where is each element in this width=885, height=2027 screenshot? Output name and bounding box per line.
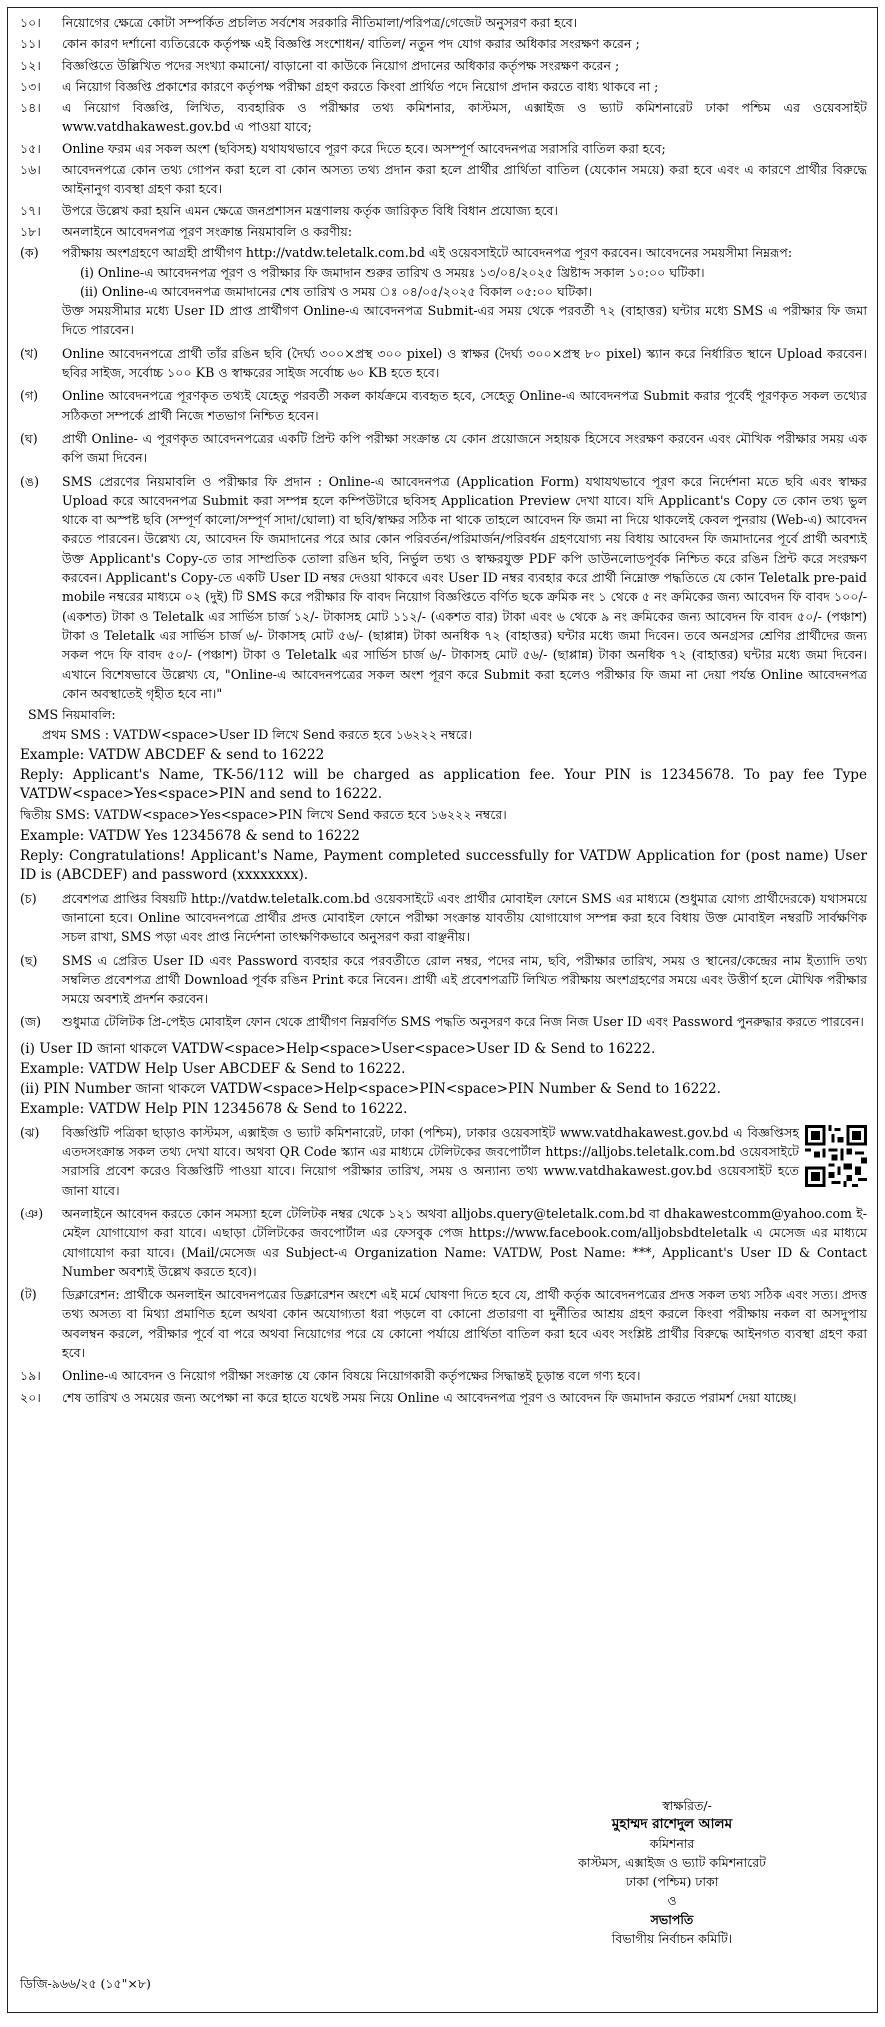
sub-item-ka: (ক) পরীক্ষায় অংশগ্রহণে আগ্রহী প্রার্থীগণ http://vatdw.teletalk.com.bd এই ওয়েবসাইটে আবেদনপত্র পূরণ করবেন। আবেদনের সময়সীমা নিম্নরূপ: (i) Online-এ আবেদনপত্র পূরণ ও পরীক্ষার ফি জমাদান শুরুর তারিখ ও সময়ঃ ১৩/০৪/২০২৫ খ্রিষ্টাব্দ সকাল ১০:০০ ঘটিকা। (ii) Online-এ আবেদনপত্র জমাদানের শেষ তারিখ ও সময় ঃ ০৪/০৫/২০২৫ বিকাল ০৫:০০ ঘটিকা। উক্ত সময়সীমার মধ্যে User ID প্রাপ্ত প্রার্থীগণ Online-এ আবেদনপত্র Submit-এর সময় থেকে পরবর্তী ৭২ (বাহাত্তর) ঘন্টার মধ্যে SMS এ পরীক্ষার ফি জমা দিতে পারবেন। — [20, 243, 867, 339]
sms-reply-2: Reply: Congratulations! Applicant's Name, Payment completed successfully for VATDW Application for (post name) User ID is (ABCDEF) and password (xxxxxxxx). — [20, 847, 867, 883]
sms-example-2: Example: VATDW Yes 12345678 & send to 16222 — [20, 827, 360, 844]
signatory-org: কাস্টমস, এক্সাইজ ও ভ্যাট কমিশনারেট — [578, 1855, 766, 1870]
signatory-and: ও — [667, 1893, 677, 1908]
sub-item-chha: (ছ) SMS এ প্রেরিত User ID এবং Password ব্যবহার করে পরবর্তীতে রোল নম্বর, পদের নাম, ছবি, পরীক্ষার তারিখ, সময় ও স্থানের/কেন্দ্রের নাম ইত্যাদি তথ্য সম্বলিত প্রবেশপত্র প্রার্থী Download পূর্বক রঙিন Print করে নিবেন। প্রার্থী এই প্রবেশপত্রটি লিখিত পরীক্ষায় অংশগ্রহণের সময়ে এবং উত্তীর্ণ হলে মৌখিক পরীক্ষার সময়ে অবশ্যই প্রদর্শন করবেন। — [20, 952, 867, 1007]
signature-block — [547, 1796, 797, 1948]
sms-reply-1: Reply: Applicant's Name, TK-56/112 will be charged as application fee. Your PIN is 12345678. To pay fee Type VATDW<space>Yes<space>PIN and send to 16222. — [20, 767, 867, 803]
signatory-city: ঢাকা (পশ্চিম) ঢাকা — [625, 1874, 719, 1889]
item-13: ১৩। এ নিয়োগ বিজ্ঞপ্তি প্রকাশের কারণে কর্তৃপক্ষ পরীক্ষা গ্রহণ করতে কিংবা প্রার্থিত পদে নিয়োগ প্রদান করতে বাধ্য থাকবে না ; — [20, 78, 659, 94]
signatory-name: মুহাম্মদ রাশেদুল আলম — [611, 1816, 733, 1832]
sms-first: প্রথম SMS : VATDW<space>User ID লিখে Send করতে হবে ১৬২২২ নম্বরে। — [42, 727, 473, 743]
item-17: ১৭। উপরে উল্লেখ করা হয়নি এমন ক্ষেত্রে জনপ্রশাসন মন্ত্রণালয় কর্তৃক জারিকৃত বিধি বিধান প্রযোজ্য হবে। — [20, 202, 559, 218]
item-10: ১০। নিয়োগের ক্ষেত্রে কোটা সম্পর্কিত প্রচলিত সর্বশেষ সরকারি নীতিমালা/পরিপত্র/গেজেট অনুসরণ করা হবে। — [20, 15, 578, 30]
qr-code-icon — [805, 1125, 867, 1187]
ka-start-date: (i) Online-এ আবেদনপত্র পূরণ ও পরীক্ষার ফি জমাদান শুরুর তারিখ ও সময়ঃ ১৩/০৪/২০২৫ খ্রিষ্টাব্দ সকাল ১০:০০ ঘটিকা। — [80, 264, 705, 280]
signatory-committee: বিভাগীয় নির্বাচন কমিটি। — [611, 1931, 733, 1946]
sms-heading: SMS নিয়মাবলি: — [28, 707, 116, 723]
sub-item-ga: (গ) Online আবেদনপত্রে পূরণকৃত তথ্যই যেহেতু পরবর্তী সকল কার্যক্রমে ব্যবহৃত হবে, সেহেতু Online-এ আবেদনপত্র Submit করার পূর্বেই পূরণকৃত সকল তথ্যের সঠিকতা সম্পর্কে প্রার্থী নিজে শতভাগ নিশ্চিত হবেন। — [20, 388, 867, 423]
recovery-user-id: (i) User ID জানা থাকলে VATDW<space>Help<space>User<space>User ID & Send to 16222. — [20, 1040, 656, 1057]
sms-instructions — [20, 705, 867, 885]
sms-example-1: Example: VATDW ABCDEF & send to 16222 — [20, 747, 325, 764]
ka-end-date: (ii) Online-এ আবেদনপত্র জমাদানের শেষ তারিখ ও সময় ঃ ০৪/০৫/২০২৫ বিকাল ০৫:০০ ঘটিকা। — [80, 283, 593, 299]
item-20: ২০। শেষ তারিখ ও সময়ের জন্য অপেক্ষা না করে হাতে যথেষ্ট সময় নিয়ে Online এ আবেদনপত্র পূরণ ও আবেদন ফি জমাদান করতে পরামর্শ দেয়া যাচ্ছে। — [20, 1389, 797, 1405]
item-12: ১২। বিজ্ঞপ্তিতে উল্লিখিত পদের সংখ্যা কমানো/ বাড়ানো বা কাউকে নিয়োগ প্রদানের অধিকার কর্তৃপক্ষ সংরক্ষণ করেন ; — [20, 57, 620, 73]
sub-item-ta: (ট) ডিক্লারেশন: প্রার্থীকে অনলাইন আবেদনপত্রের ডিক্লারেশন অংশে এই মর্মে ঘোষণা দিতে হবে যে, প্রার্থী কর্তৃক আবেদনপত্রের প্রদত্ত সকল তথ্য সঠিক এবং সত্য। প্রদত্ত তথ্য অসত্য বা মিথ্যা প্রমাণিত হলে অথবা কোন অযোগ্যতা ধরা পড়লে বা কোনো প্রতারণা বা দুর্নীতির আশ্রয় গ্রহণ করলে কিংবা পরীক্ষায় নকল বা অসদুপায় অবলম্বন করলে, পরীক্ষার পূর্বে বা পরে অথবা নিয়োগের পরে যে কোনো পর্যায়ে প্রার্থিতা বাতিল করা হবে এবং সংশ্লিষ্ট প্রার্থীর বিরুদ্ধে আইনগত ব্যবস্থা গ্রহণ করা হবে। — [20, 1287, 867, 1361]
signatory-role: সভাপতি — [650, 1912, 694, 1927]
item-11: ১১। কোন কারণ দর্শানো ব্যতিরেকে কর্তৃপক্ষ এই বিজ্ঞপ্তি সংশোধন/ বাতিল/ নতুন পদ যোগ করার অধিকার সংরক্ষণ করেন ; — [20, 36, 640, 52]
sub-item-jha: (ঝ) বিজ্ঞপ্তিটি পত্রিকা ছাড়াও কাস্টমস, এক্সাইজ ও ভ্যাট কমিশনারেট, ঢাকা (পশ্চিম), ঢাকার ওয়েবসাইট www.vatdhakawest.gov.bd এ বিজ্ঞপ্তিসহ এতদসংক্রান্ত সকল তথ্য দেখা যাবে। অথবা QR Code স্ক্যান এর মাধ্যমে টেলিটকের জবপোর্টাল https://alljobs.teletalk.com.bd ওয়েবসাইটে সরাসরি প্রবেশ করেও বিজ্ঞপ্তিটি পাওয়া যাবে। নিয়োগ পরীক্ষার তারিখ, সময় ও অন্যান্য তথ্য www.vatdhakawest.gov.bd ওয়েবসাইট হতে জানা যাবে। — [20, 1123, 867, 1200]
sub-item-nya: (ঞ) অনলাইনে আবেদন করতে কোন সমস্যা হলে টেলিটক নম্বর থেকে ১২১ অথবা alljobs.query@teletalk.com.bd বা dhakawestcomm@yahoo.com ই-মেইল যোগাযোগ করা যাবে। এছাড়া টেলিটকের জবপোর্টাল এর ফেসবুক পেজ https://www.facebook.com/alljobsbdteletalk এ মেসেজ এর মাধ্যমে যোগাযোগ করা যাবে। (Mail/মেসেজ এর Subject-এ Organization Name: VATDW, Post Name: ***, Applicant's User ID & Contact Number অবশ্যই উল্লেখ করতে হবে)। — [20, 1205, 867, 1279]
signed-label: স্বাক্ষরিত/- — [662, 1798, 712, 1813]
credential-recovery — [20, 1040, 867, 1119]
ka-after: উক্ত সময়সীমার মধ্যে User ID প্রাপ্ত প্রার্থীগণ Online-এ আবেদনপত্র Submit-এর সময় থেকে পরবর্তী ৭২ (বাহাত্তর) ঘন্টার মধ্যে SMS এ পরীক্ষার ফি জমা দিতে পারবেন। — [62, 303, 867, 338]
recovery-pin-example: Example: VATDW Help PIN 12345678 & Send to 16222. — [20, 1100, 408, 1117]
sub-item-kha: (খ) Online আবেদনপত্রে প্রার্থী তাঁর রঙিন ছবি (দৈর্ঘ্য ৩০০×প্রস্থ ৩০০ pixel) ও স্বাক্ষর (দৈর্ঘ্য ৩০০×প্রস্থ ৮০ pixel) স্ক্যান করে নির্ধারিত স্থানে Upload করবেন। ছবির সাইজ, সর্বোচ্চ ১০০ KB ও স্বাক্ষরের সাইজ সর্বোচ্চ ৬০ KB হতে হবে। — [20, 345, 867, 381]
sms-second: দ্বিতীয় SMS: VATDW<space>Yes<space>PIN লিখে Send করতে হবে ১৬২২২ নম্বরে। — [20, 807, 507, 823]
footer-code: ডিজি-৯৬৬/২৫ (১৫"×৮) — [20, 1976, 151, 1991]
sub-item-nga: (ঙ) SMS প্রেরণের নিয়মাবলি ও পরীক্ষার ফি প্রদান : Online-এ আবেদনপত্র (Application Form) যথাযথভাবে পূরণ করে নির্দেশনা মতে ছবি এবং স্বাক্ষর Upload করে আবেদনপত্র Submit করা সম্পন্ন হলে কম্পিউটারে ছবিসহ Application Preview দেখা যাবে। যদি Applicant's Copy তে কোন তথ্য ভুল থাকে বা অস্পষ্ট ছবি (সম্পূর্ণ কালো/সম্পূর্ণ সাদা/ঘোলা) বা ছবি/স্বাক্ষর সঠিক না থাকে তাহলে আবেদন ফি জমা না দিয়ে থাকলেই কেবল পুনরায় (Web-এ) আবেদন করতে পারবেন। উল্লেখ্য যে, আবেদন ফি জমাদানের পরে আর কোন পরিবর্তন/পরিমার্জন/পরিবর্ধন গ্রহণযোগ্য নয় বিধায় আবেদন ফি জমাদানের পূর্বে প্রার্থী অবশ্যই উক্ত Applicant's Copy-তে তার সাম্প্রতিক তোলা রঙিন ছবি, নির্ভুল তথ্য ও স্বাক্ষরযুক্ত PDF কপি ডাউনলোডপূর্বক নিশ্চিত করে রঙিন প্রিন্ট করে সংরক্ষণ করবেন। Applicant's Copy-তে একটি User ID নম্বর দেওয়া থাকবে এবং User ID নম্বর ব্যবহার করে প্রার্থী নিম্নোক্ত পদ্ধতিতে যে কোন Teletalk pre-paid mobile নম্বরের মাধ্যমে ০২ (দুই) টি SMS করে পরীক্ষার ফি বাবদ নিয়োগ বিজ্ঞপ্তিতে বর্ণিত ছকে ক্রমিক নং ১ থেকে ৫ নং ক্রমিকের জন্য আবেদন ফি বাবদ ১০০/- (একশত) টাকা ও Teletalk এর সার্ভিস চার্জ ১২/- টাকাসহ মোট ১১২/- (একশত বার) টাকা এবং ৬ থেকে ৯ নং ক্রমিকের জন্য আবেদন ফি বাবদ ৫০/- (পঞ্চাশ) টাকা ও Teletalk এর সার্ভিস চার্জ ৬/- টাকাসহ মোট ৫৬/- (ছাপ্পান্ন) টাকা অনধিক ৭২ (বাহাত্তর) ঘন্টার মধ্যে জমা দিবেন। তবে অনগ্রসর শ্রেণির প্রার্থীদের জন্য সকল পদে ফি বাবদ ৫০/- (পঞ্চাশ) টাকা ও Teletalk এর সার্ভিস চার্জ ৬/- টাকাসহ মোট ৫৬/- (ছাপ্পান্ন) টাকা অনধিক ৭২ (বাহাত্তর) ঘন্টার মধ্যে জমা দিবেন। এখানে বিশেষভাবে উল্লেখ্য যে, "Online-এ আবেদনপত্রের সকল অংশ পূরণ করে Submit করা হলেও পরীক্ষার ফি জমা না দেয়া পর্যন্ত Online আবেদনপত্র কোন অবস্থাতেই গৃহীত হবে না।" — [20, 473, 867, 701]
signatory-title: কমিশনার — [649, 1836, 695, 1851]
recovery-user-id-example: Example: VATDW Help User ABCDEF & Send to 16222. — [20, 1060, 406, 1077]
ka-intro: পরীক্ষায় অংশগ্রহণে আগ্রহী প্রার্থীগণ http://vatdw.teletalk.com.bd এই ওয়েবসাইটে আবেদনপত্র পূরণ করবেন। আবেদনের সময়সীমা নিম্নরূপ: — [62, 245, 793, 261]
item-16: ১৬। আবেদনপত্রে কোন তথ্য গোপন করা হলে বা কোন অসত্য তথ্য প্রদান করা হলে প্রার্থীর প্রার্থিতা বাতিল (যেকোন সময়ে) করা হবে এবং এ কারণে প্রার্থীর বিরুদ্ধে আইনানুগ ব্যবস্থা গ্রহণ করা হবে। — [20, 162, 867, 197]
sub-item-cha: (চ) প্রবেশপত্র প্রাপ্তির বিষয়টি http://vatdw.teletalk.com.bd ওয়েবসাইটে এবং প্রার্থীর মোবাইল ফোনে SMS এর মাধ্যমে (শুধুমাত্র যোগ্য প্রার্থীদেরকে) যথাসময়ে জানানো হবে। Online আবেদনপত্রে প্রার্থীর প্রদত্ত মোবাইল ফোনে পরীক্ষা সংক্রান্ত যাবতীয় যোগাযোগ সম্পন্ন করা হবে বিধায় উক্ত মোবাইল নম্বরটি সার্বক্ষণিক সচল রাখা, SMS পড়া এবং প্রাপ্ত নির্দেশনা তাৎক্ষণিকভাবে অনুসরণ করা বাঞ্ছনীয়। — [20, 890, 867, 945]
sub-item-ja: (জ) শুধুমাত্র টেলিটক প্রি-পেইড মোবাইল ফোন থেকে প্রার্থীগণ নিম্নবর্ণিত SMS পদ্ধতি অনুসরণ করে নিজ নিজ User ID এবং Password পুনরুদ্ধার করতে পারবেন। — [20, 1014, 864, 1030]
item-18: ১৮। অনলাইনে আবেদনপত্র পূরণ সংক্রান্ত নিয়মাবলি ও করণীয়: — [20, 223, 353, 239]
numbered-items — [20, 13, 867, 241]
item-19: ১৯। Online-এ আবেদন ও নিয়োগ পরীক্ষা সংক্রান্ত যে কোন বিষয়ে নিয়োগকারী কর্তৃপক্ষের সিদ্ধান্তই চূড়ান্ত বলে গণ্য হবে। — [20, 1368, 641, 1384]
item-14: ১৪। এ নিয়োগ বিজ্ঞপ্তি, লিখিত, ব্যবহারিক ও পরীক্ষার তথ্য কমিশনার, কাস্টমস, এক্সাইজ ও ভ্যাট কমিশনারেট ঢাকা পশ্চিম এর ওয়েবসাইট www.vatdhakawest.gov.bd এ পাওয়া যাবে; — [20, 100, 867, 135]
sub-item-gha: (ঘ) প্রার্থী Online- এ পূরণকৃত আবেদনপত্রের একটি প্রিন্ট কপি পরীক্ষা সংক্রান্ত যে কোন প্রয়োজনে সহায়ক হিসেবে সংরক্ষণ করবেন এবং মৌখিক পরীক্ষার সময় এক কপি জমা দিবেন। — [20, 430, 867, 466]
recovery-pin: (ii) PIN Number জানা থাকলে VATDW<space>Help<space>PIN<space>PIN Number & Send to 16222. — [20, 1080, 721, 1097]
notice-page — [7, 7, 878, 2013]
item-15: ১৫। Online ফরম এর সকল অংশ (ছবিসহ) যথাযথভাবে পূরণ করে দিতে হবে। অসম্পূর্ণ আবেদনপত্র সরাসরি বাতিল করা হবে; — [20, 140, 666, 156]
